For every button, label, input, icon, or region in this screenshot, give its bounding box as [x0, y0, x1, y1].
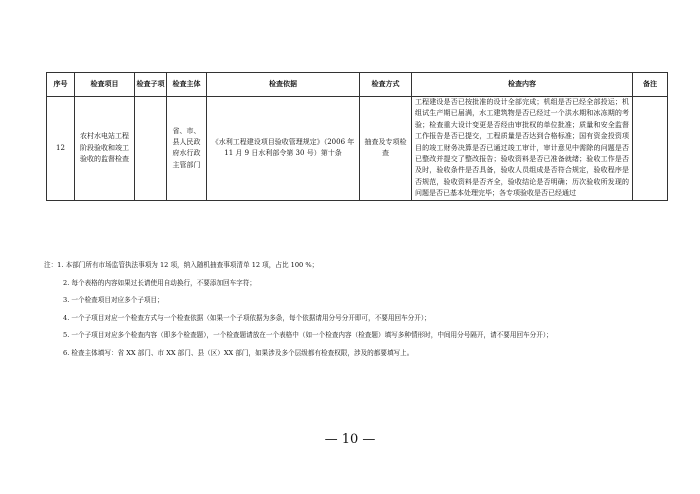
- note-line: 3. 一个检查项目对应多个子项目；: [63, 296, 164, 304]
- header-index: 序号: [47, 73, 75, 97]
- cell-method: 抽查及专项检查: [360, 97, 412, 201]
- cell-basis: 《水利工程建设项目验收管理规定》（2006 年 11 月 9 日水利部令第 30 号）第十条: [207, 97, 360, 201]
- page-number: — 10 —: [324, 432, 376, 447]
- header-remark: 备注: [633, 73, 668, 97]
- header-subitem: 检查子项: [135, 73, 167, 97]
- inspection-table: [46, 72, 668, 201]
- inspection-table-container: [46, 72, 667, 201]
- cell-subitem: [135, 97, 167, 201]
- note-line: 5. 一个子项目对应多个检查内容（即多个检查题），一个检查题请放在一个表格中（如一个检查内容（检查题）填写多种情形时，中间用分号隔开，请不要用回车分开）；: [63, 331, 553, 339]
- notes-section: [44, 257, 664, 362]
- header-basis: 检查依据: [207, 73, 360, 97]
- cell-content: 工程建设是否已按批准的设计全部完成；机组是否已经全部投运；机组试生产期已届满，水工建筑物是否已经过一个洪水期和冰冻期的考验；检查重大设计变更是否经由审批权的单位批准；质量和安全监督工作报告是否已提交，工程质量是否达到合格标准；国有资金投资项目的竣工财务决算是否已通过竣工审计，审计意见中需除的问题是否已整改并提交了整改报告；验收资料是否已准备就绪；验收工作是否及时，验收条件是否具备，验收人员组成是否符合规定，验收程序是否规范，验收资料是否齐全，验收结论是否明确；历次验收所发现的问题是否已基本处理完毕；各专项验收是否已经通过: [412, 97, 633, 201]
- note-line: 注：1. 本部门所有市场监管执法事项为 12 项，纳入随机抽查事项清单 12 项，占比 100 %；: [44, 261, 319, 269]
- cell-remark: [633, 97, 668, 201]
- note-line: 6. 检查主体填写：省 XX 部门、市 XX 部门、县（区）XX 部门，如果涉及多个层级都有检查权限，涉及的都要填写上。: [63, 348, 414, 357]
- header-method: 检查方式: [360, 73, 412, 97]
- table-row: [47, 97, 668, 201]
- cell-item: 农村水电站工程阶段验收和竣工验收的监督检查: [75, 97, 135, 201]
- note-line: 4. 一个子项目对应一个检查方式与一个检查依据（如果一个子项依据为多条，每个依据请用分号分开即可，不要用回车分开）；: [63, 313, 431, 322]
- note-line: 2. 每个表格的内容如果过长请使用自动换行，不要添加回车字符；: [63, 278, 257, 287]
- header-subject: 检查主体: [167, 73, 207, 97]
- cell-subject: 省、市、县人民政府水行政主管部门: [167, 97, 207, 201]
- header-item: 检查项目: [75, 73, 135, 97]
- table-header-row: [47, 73, 668, 97]
- header-content: 检查内容: [412, 73, 633, 97]
- cell-index: 12: [47, 97, 75, 201]
